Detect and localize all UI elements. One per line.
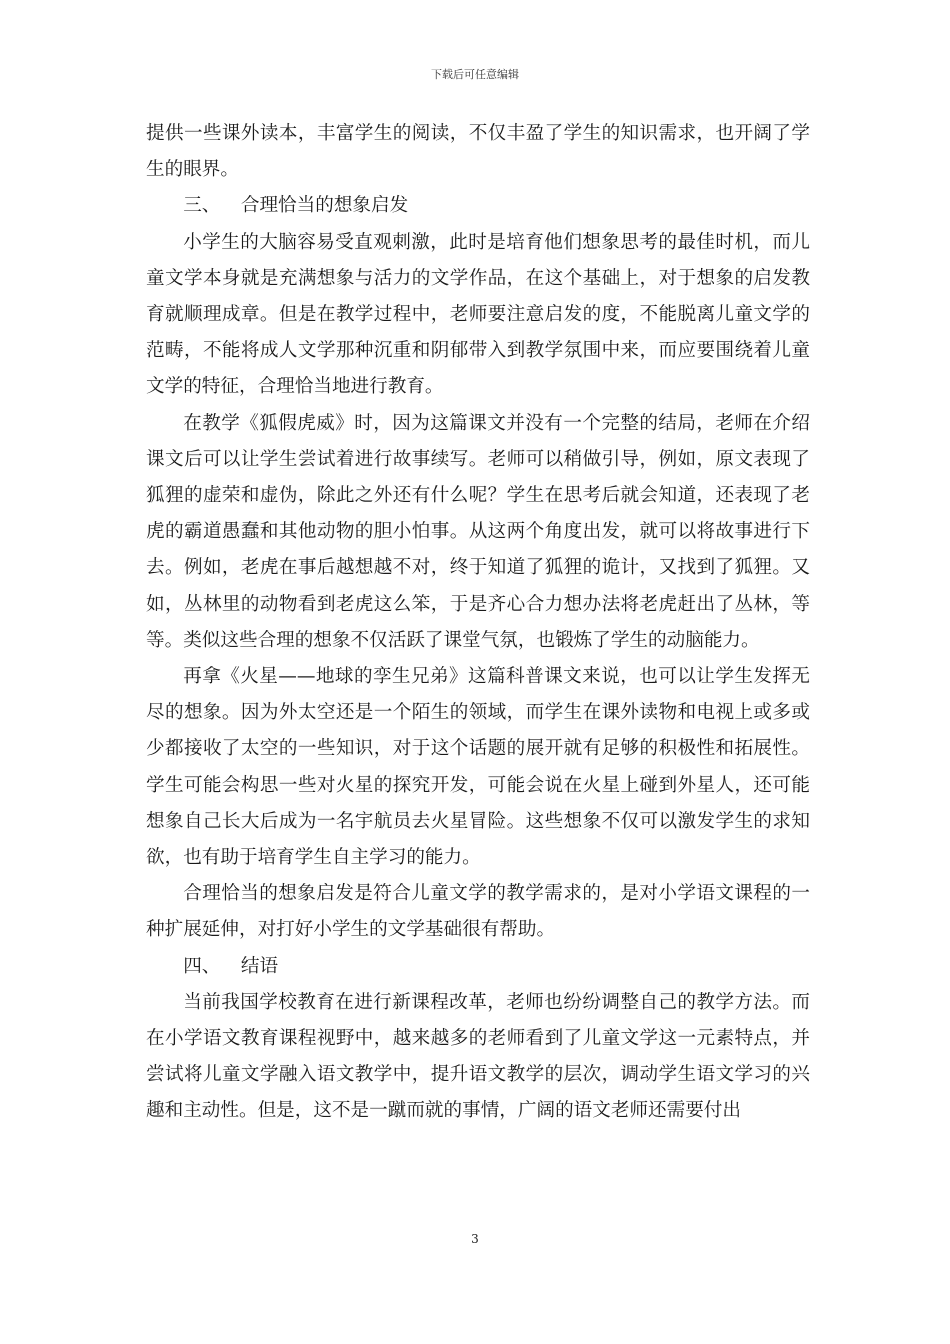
paragraph: 合理恰当的想象启发是符合儿童文学的教学需求的，是对小学语文课程的一种扩展延伸，对打好小学生的文学基础很有帮助。 (146, 883, 810, 941)
document-body (146, 116, 810, 1130)
section-number: 四、 (183, 955, 221, 977)
section-title: 结语 (240, 955, 279, 977)
paragraph: 在教学《狐假虎威》时，因为这篇课文并没有一个完整的结局，老师在介绍课文后可以让学生尝试着进行故事续写。老师可以稍做引导，例如，原文表现了狐狸的虚荣和虚伪，除此之外还有什么呢？学生在思考后就会知道，还表现了老虎的霸道愚蠢和其他动物的胆小怕事。从这两个角度出发，就可以将故事进行下去。例如，老虎在事后越想越不对，终于知道了狐狸的诡计，又找到了狐狸。又如，丛林里的动物看到老虎这么笨，于是齐心合力想办法将老虎赶出了丛林，等等。类似这些合理的想象不仅活跃了课堂气氛，也锻炼了学生的动脑能力。 (146, 412, 810, 651)
section-number: 三、 (183, 195, 221, 217)
section-heading-4 (146, 949, 810, 985)
paragraph: 小学生的大脑容易受直观刺激，此时是培育他们想象思考的最佳时机，而儿童文学本身就是充满想象与活力的文学作品，在这个基础上，对于想象的启发教育就顺理成章。但是在教学过程中，老师要注意启发的度，不能脱离儿童文学的范畴，不能将成人文学那种沉重和阴郁带入到教学氛围中来，而应要围绕着儿童文学的特征，合理恰当地进行教育。 (146, 231, 810, 398)
section-title: 合理恰当的想象启发 (240, 195, 409, 217)
paragraph-continued: 提供一些课外读本，丰富学生的阅读，不仅丰盈了学生的知识需求，也开阔了学生的眼界。 (146, 123, 810, 181)
page-header-note: 下载后可任意编辑 (431, 68, 519, 81)
section-heading-3 (146, 188, 810, 224)
paragraph: 当前我国学校教育在进行新课程改革，老师也纷纷调整自己的教学方法。而在小学语文教育课程视野中，越来越多的老师看到了儿童文学这一元素特点，并尝试将儿童文学融入语文教学中，提升语文教学的层次，调动学生语文学习的兴趣和主动性。但是，这不是一蹴而就的事情，广阔的语文老师还需要付出 (146, 991, 810, 1122)
page-number: 3 (471, 1232, 479, 1246)
paragraph: 再拿《火星——地球的孪生兄弟》这篇科普课文来说，也可以让学生发挥无尽的想象。因为外太空还是一个陌生的领域，而学生在课外读物和电视上或多或少都接收了太空的一些知识，对于这个话题的展开就有足够的积极性和拓展性。学生可能会构思一些对火星的探究开发，可能会说在火星上碰到外星人，还可能想象自己长大后成为一名宇航员去火星冒险。这些想象不仅可以激发学生的求知欲，也有助于培育学生自主学习的能力。 (146, 666, 810, 869)
